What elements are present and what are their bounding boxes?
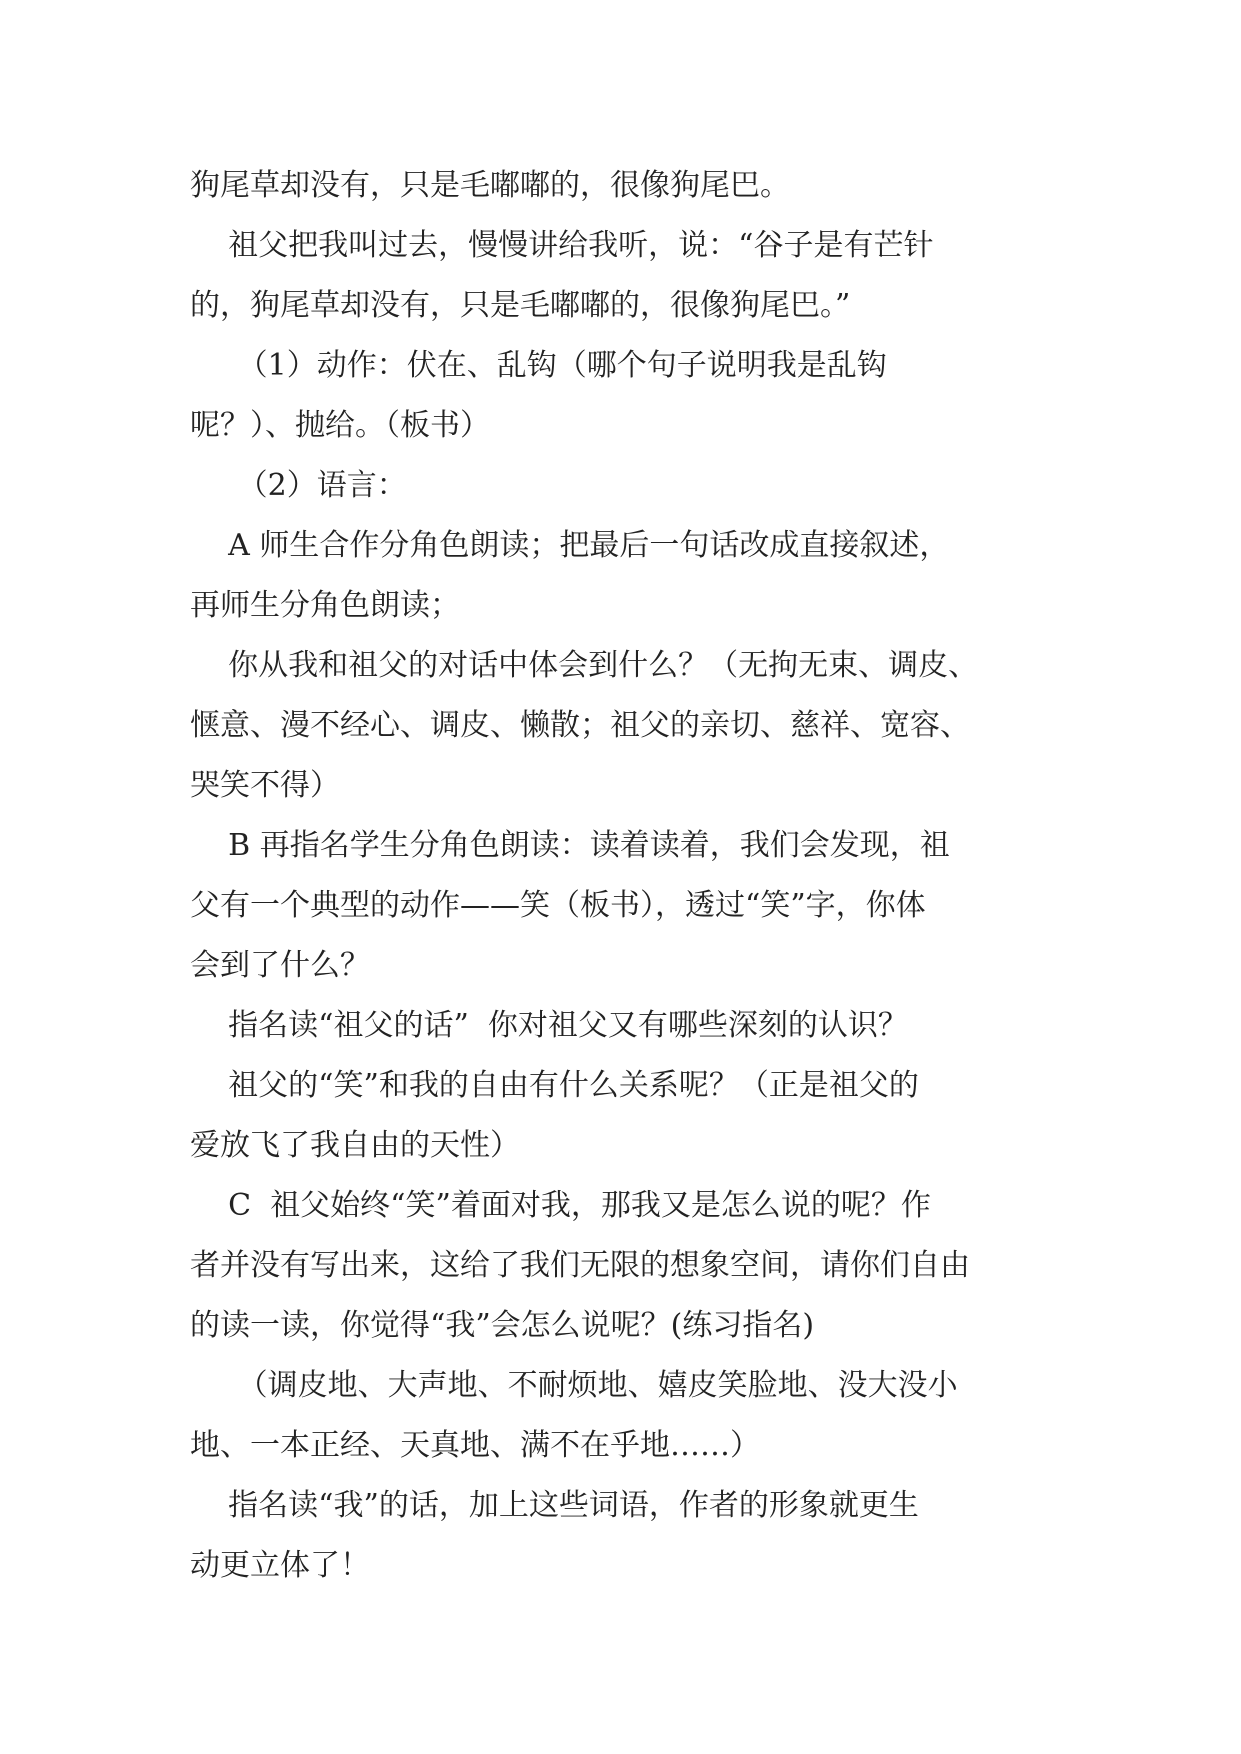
- text-line: 父有一个典型的动作——笑（板书），透过“笑”字，你体: [190, 888, 926, 923]
- text-line: （1）动作：伏在、乱钩（哪个句子说明我是乱钩: [190, 348, 887, 383]
- text-line: 狗尾草却没有，只是毛嘟嘟的，很像狗尾巴。: [190, 168, 790, 203]
- text-line: 动更立体了！: [190, 1548, 370, 1583]
- text-line: 者并没有写出来，这给了我们无限的想象空间，请你们自由: [190, 1248, 970, 1283]
- text-line: 哭笑不得）: [190, 768, 340, 803]
- text-line: 你从我和祖父的对话中体会到什么？（无拘无束、调皮、: [190, 648, 979, 683]
- text-line: （调皮地、大声地、不耐烦地、嬉皮笑脸地、没大没小: [190, 1368, 958, 1403]
- text-line: 祖父的“笑”和我的自由有什么关系呢？（正是祖父的: [190, 1068, 919, 1103]
- text-line: 再师生分角色朗读；: [190, 588, 460, 623]
- text-line: 祖父把我叫过去，慢慢讲给我听，说：“谷子是有芒针: [190, 228, 934, 263]
- text-line: B 再指名学生分角色朗读：读着读着，我们会发现，祖: [190, 828, 950, 863]
- text-line: 惬意、漫不经心、调皮、懒散；祖父的亲切、慈祥、宽容、: [190, 708, 970, 743]
- text-line: C 祖父始终“笑”着面对我，那我又是怎么说的呢？作: [190, 1188, 931, 1223]
- text-line: 呢？）、抛给。（板书）: [190, 408, 490, 443]
- text-line: A 师生合作分角色朗读；把最后一句话改成直接叙述，: [190, 528, 950, 563]
- text-line: 的，狗尾草却没有，只是毛嘟嘟的，很像狗尾巴。”: [190, 288, 851, 323]
- text-line: 地、一本正经、天真地、满不在乎地……）: [190, 1428, 760, 1463]
- document-body: [190, 156, 1080, 1596]
- text-line: 爱放飞了我自由的天性）: [190, 1128, 520, 1163]
- text-line: 指名读“我”的话，加上这些词语，作者的形象就更生: [190, 1488, 919, 1523]
- text-line: 的读一读，你觉得“我”会怎么说呢？(练习指名): [190, 1308, 815, 1343]
- text-line: （2）语言：: [190, 468, 407, 503]
- text-line: 会到了什么？: [190, 948, 370, 983]
- text-line: 指名读“祖父的话” 你对祖父又有哪些深刻的认识？: [190, 1008, 908, 1043]
